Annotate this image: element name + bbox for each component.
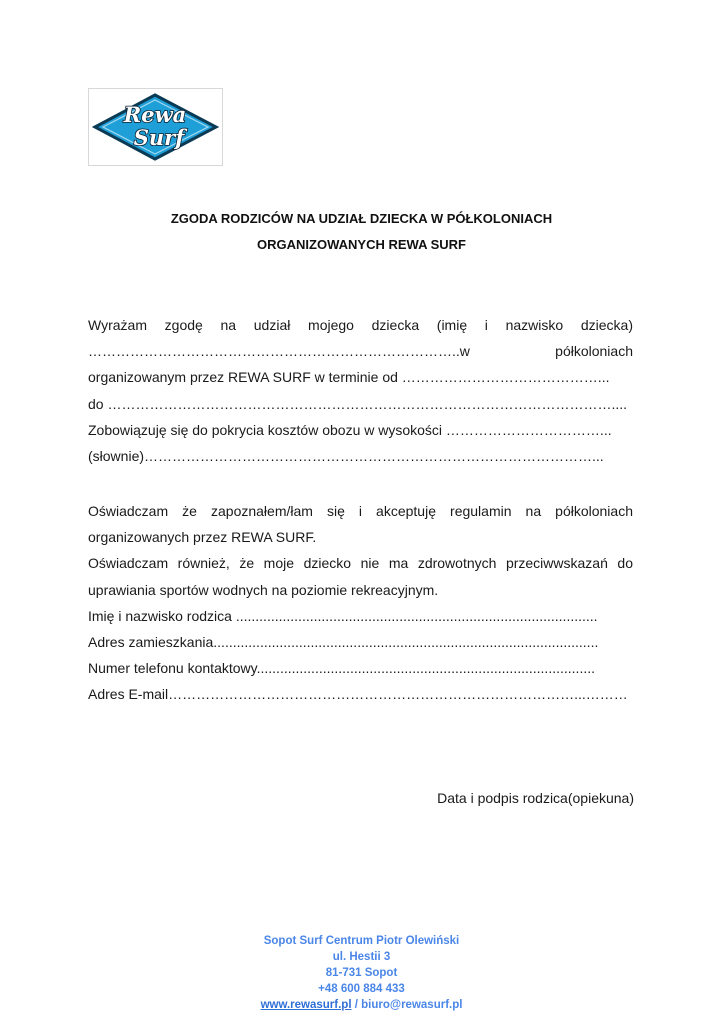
signature-label: Data i podpis rodzica(opiekuna) [437,790,634,806]
declaration-line: uprawiania sportów wodnych na poziomie rekreacyjnym. [88,581,439,598]
website-link[interactable]: www.rewasurf.pl [260,999,352,1011]
address-field: Adres zamieszkania................................................................................................... [88,633,599,650]
declaration-line: organizowanych przez REWA SURF. [88,529,317,546]
footer-contact [0,997,723,1013]
footer-phone: +48 600 884 433 [318,983,405,995]
footer-city: 81-731 Sopot [325,967,398,979]
consent-paragraph [88,312,633,469]
rewa-surf-logo [88,88,223,166]
cost-line: Zobowiązuję się do pokrycia kosztów obozu w wysokości ……………………………... [88,421,612,438]
footer-separator: / [351,999,362,1011]
declaration-line: Oświadczam również, że moje dziecko nie ma zdrowotnych przeciwwskazań do [88,555,633,572]
footer-street: ul. Hestii 3 [332,951,391,963]
consent-line: Wyrażam zgodę na udział mojego dziecka (imię i nazwisko dziecka) [88,317,633,333]
term-from-line: organizowanym przez REWA SURF w terminie od ……………………………………... [88,369,610,386]
child-name-line: ……………………………………………………………………..w półkoloniach [88,343,633,360]
declaration-paragraph [88,498,633,708]
svg-text:Rewa: Rewa [123,102,187,127]
svg-text:Surf: Surf [133,125,185,150]
footer [0,933,723,1013]
declaration-line: Oświadczam że zapoznałem/łam się i akceptuję regulamin na półkoloniach [88,503,633,519]
cost-in-words-line: (słownie)……………………………………………………………………………………... [88,447,604,464]
footer-email: biuro@rewasurf.pl [361,999,463,1011]
document-title-line-1: ZGODA RODZICÓW NA UDZIAŁ DZIECKA W PÓŁKOLONIACH [170,211,553,226]
term-to-line: do ……………………………………………………………………………………………….... [88,395,628,412]
parent-name-field: Imię i nazwisko rodzica ............................................................................................. [88,607,598,624]
phone-field: Numer telefonu kontaktowy....................................................................................... [88,660,596,677]
email-field: Adres E-mail……………………………………………………………………………...……… [88,686,628,703]
document-title-line-2: ORGANIZOWANYCH REWA SURF [257,237,466,252]
footer-company: Sopot Surf Centrum Piotr Olewiński [263,935,460,947]
